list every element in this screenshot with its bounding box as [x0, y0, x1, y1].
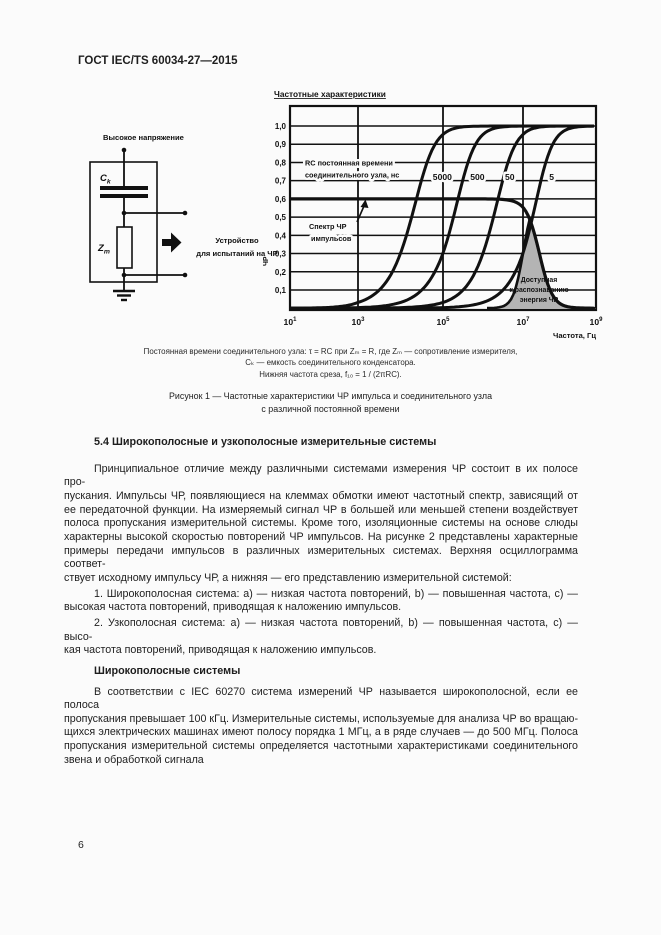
figure-caption-line2: с различной постоянной времени [261, 403, 400, 414]
y-tick-label: 0,1 [274, 285, 286, 295]
output-terminal-bottom [183, 273, 188, 278]
spectrum-label-1: Спектр ЧР [309, 222, 347, 231]
section-heading: 5.4 Широкополосные и узкополосные измерительные системы [94, 436, 437, 448]
text-line: 2. Узкополосная система: a) — низкая частота повторений, b) — повышенная частота, c) — высо- [64, 616, 578, 643]
y-axis-label: ЧР [263, 256, 270, 266]
figure-note-line: Cₖ — емкость соединительного конденсатора. [245, 358, 416, 368]
device-label-line1: Устройство [215, 236, 259, 245]
figure-caption-line1: Рисунок 1 — Частотные характеристики ЧР импульса и соединительного узла [169, 391, 492, 401]
paragraph [64, 686, 578, 768]
sub-heading: Широкополосные системы [94, 664, 241, 677]
y-tick-label: 0,6 [274, 194, 286, 204]
paragraph [64, 463, 578, 586]
text-line: Принципиальное отличие между различными системами измерения ЧР состоит в их полосе про- [64, 462, 578, 489]
x-tick-label: $10^1$ [283, 317, 297, 327]
hv-label: Высокое напряжение [103, 133, 184, 142]
chart-title: Частотные характеристики [274, 89, 386, 99]
x-tick-label: $10^3$ [351, 317, 365, 327]
text-line: звена и обработкой сигнала [64, 753, 204, 766]
figure-note-line: Нижняя частота среза, f₁₀ = 1 / (2πRC). [259, 369, 402, 379]
y-tick-label: 0,9 [274, 140, 286, 150]
rc-curve-label: 5000 [432, 172, 452, 183]
y-tick-label: 0,7 [274, 176, 286, 186]
junction-node [122, 211, 127, 216]
text-line: кая частота повторений, приводящая к наложению импульсов. [64, 644, 377, 657]
junction-node-bottom [122, 273, 127, 278]
frequency-characteristics-chart [260, 88, 605, 344]
text-line: ствует исходному импульсу ЧР, а нижняя — его представлению измерительной системой: [64, 571, 512, 584]
spectrum-arrow-head [361, 200, 369, 209]
y-tick-label: 0,8 [274, 158, 286, 168]
circuit-diagram [85, 125, 280, 310]
y-tick-label: 0,5 [274, 213, 286, 223]
energy-region-label: к распознаванию [509, 287, 569, 294]
spectrum-label-2: импульсов [311, 234, 352, 243]
coupling-capacitor-label: $C_k$ [100, 173, 111, 186]
hv-terminal-node [122, 148, 127, 153]
figure-caption [0, 390, 661, 415]
y-tick-label: 0,3 [274, 249, 286, 259]
text-line: пускания. Импульсы ЧР, появляющиеся на клеммах обмотки имеют частотный спектр, зависящий от [64, 489, 578, 502]
text-line: щихся электрических машинах имеют полосу порядка 1 МГц, а в ряде случаев — до 500 МГц. Полоса [64, 726, 578, 739]
rc-curve-label: 50 [505, 172, 515, 183]
body-text [64, 436, 578, 767]
rc-curve-label: 5 [549, 172, 555, 183]
x-tick-label: $10^9$ [589, 317, 603, 327]
y-tick-label: 0,4 [274, 231, 286, 241]
text-line: пропускания измерительной системы определяется частотными характеристиками соединительного [64, 740, 578, 753]
energy-region-label: энергия ЧР [519, 297, 559, 304]
text-line: примеры передачи импульсов в различных измерительных системах. Верхняя осциллограмма соответ- [64, 544, 578, 571]
text-line: пропускания превышает 100 кГц. Измерительные системы, используемые для анализа ЧР во вращаю- [64, 712, 578, 725]
page-number: 6 [78, 839, 84, 851]
block-arrow-icon [162, 233, 182, 253]
figure-note [0, 346, 661, 380]
rc-curve-label: 500 [470, 172, 485, 183]
page-header: ГОСТ IEC/TS 60034-27—2015 [78, 55, 238, 67]
energy-region-label: Доступная [520, 277, 558, 284]
x-tick-label: $10^5$ [436, 317, 450, 327]
y-tick-label: 1,0 [274, 122, 286, 131]
y-tick-label: 0,2 [274, 267, 286, 277]
x-axis-label: Частота, Гц [553, 331, 596, 340]
paragraph [64, 617, 578, 658]
paragraph [64, 588, 578, 615]
text-line: В соответствии с IEC 60270 система измерений ЧР называется широкополосной, если ее полоса [64, 685, 578, 712]
device-label-line2: для испытаний на ЧР [196, 249, 278, 258]
text-line: высокая частота повторений, приводящая к наложению импульсов. [64, 601, 402, 614]
x-tick-label: $10^7$ [516, 317, 530, 327]
text-line: характерны высокой скоростью повторений ЧР импульсов. На рисунке 2 представлены характерные [64, 530, 578, 543]
output-terminal-top [183, 211, 188, 216]
figure-note-line: Постоянная времени соединительного узла: τ = RC при Zₘ = R, где Zₘ — сопротивление измерителя, [143, 347, 518, 356]
measuring-impedance-label: $Z_m$ [98, 243, 110, 256]
rc-group-label-1: RC постоянная времени [305, 158, 393, 168]
text-line: 1. Широкополосная система: a) — низкая частота повторений, b) — повышенная частота, c) — [94, 587, 578, 600]
text-line: ее передаточной функции. На измеряемый сигнал ЧР в большей или меньшей степени воздействует [64, 503, 578, 516]
text-line: полоса пропускания измерительной системы. Кроме того, изоляционные системы на основе слюды [64, 517, 578, 530]
rc-group-label-2: соединительного узла, нс [305, 170, 400, 180]
